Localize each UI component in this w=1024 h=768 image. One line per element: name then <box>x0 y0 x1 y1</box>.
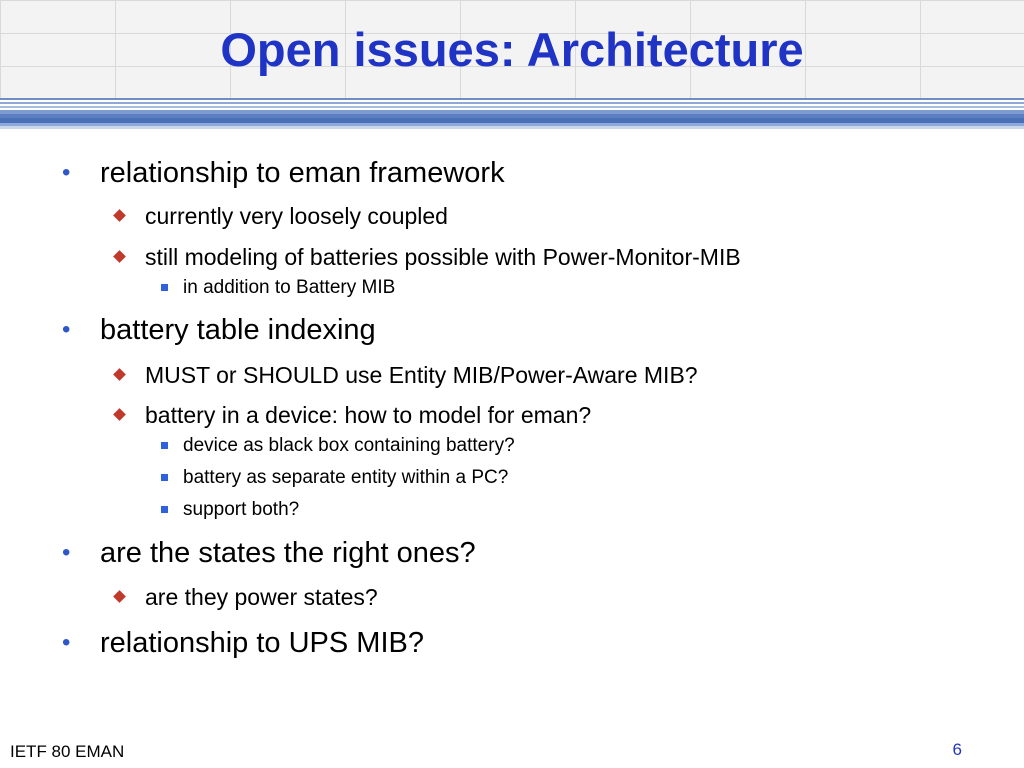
slide-footer: IETF 80 EMAN <box>10 742 125 761</box>
bullet-level3: in addition to Battery MIB <box>183 277 396 298</box>
bullet-dot-icon: • <box>62 316 71 343</box>
slide-title: Open issues: Architecture <box>220 23 804 76</box>
bullet-dot-icon: • <box>62 159 71 186</box>
bullet-diamond-icon <box>113 408 126 421</box>
bullet-level2: MUST or SHOULD use Entity MIB/Power-Aware MIB? <box>145 362 698 388</box>
header-stripe-band <box>0 98 1024 132</box>
bullet-diamond-icon <box>113 250 126 263</box>
bullet-level1: are the states the right ones? <box>100 537 476 569</box>
bullet-level3: support both? <box>183 499 300 520</box>
bullet-level3: device as black box containing battery? <box>183 435 515 456</box>
bullet-level1: relationship to eman framework <box>100 157 505 189</box>
page-number: 6 <box>952 740 962 759</box>
bullet-square-icon <box>161 284 168 291</box>
bullet-square-icon <box>161 506 168 513</box>
bullet-level1: battery table indexing <box>100 314 376 346</box>
bullet-diamond-icon <box>113 590 126 603</box>
bullet-level1: relationship to UPS MIB? <box>100 627 424 659</box>
bullet-dot-icon: • <box>62 539 71 566</box>
bullet-square-icon <box>161 442 168 449</box>
bullet-level2: battery in a device: how to model for eman? <box>145 402 592 428</box>
bullet-level3: battery as separate entity within a PC? <box>183 467 509 488</box>
bullet-square-icon <box>161 474 168 481</box>
bullet-diamond-icon <box>113 368 126 381</box>
bullet-dot-icon: • <box>62 629 71 656</box>
bullet-level2: are they power states? <box>145 584 378 610</box>
bullet-diamond-icon <box>113 209 126 222</box>
bullet-level2: still modeling of batteries possible with Power-Monitor-MIB <box>145 244 741 270</box>
bullet-level2: currently very loosely coupled <box>145 203 448 229</box>
